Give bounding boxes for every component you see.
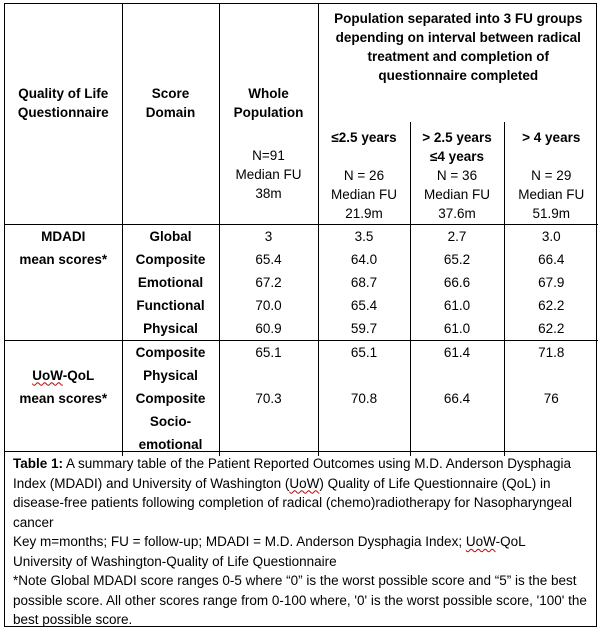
uow-value: 70.3	[255, 390, 282, 406]
mdadi-value: 62.2	[538, 297, 565, 313]
uow-group-1-values	[318, 340, 410, 456]
uow-domain-composite-socio-emotional: Composite Socio-emotional	[135, 390, 206, 452]
group-2-label: > 2.5 years ≤4 years	[422, 130, 492, 164]
whole-population-stats	[219, 122, 318, 224]
uow-value: 61.4	[443, 344, 471, 360]
mdadi-value: 64.0	[350, 251, 378, 267]
group-2-median-label: Median FU	[423, 187, 491, 202]
mdadi-value: 68.7	[350, 274, 378, 290]
outcomes-table	[5, 4, 598, 456]
uow-label-line2: mean scores*	[19, 390, 108, 406]
caption-note: *Note Global MDADI score ranges 0-5 where “0” is the worst possible score and “5” is the best possible score. All other scores range from 0-100 where, '0' is the worst possible score, '100' the best possible score.	[13, 573, 587, 627]
mdadi-label	[5, 224, 122, 340]
caption-key	[13, 532, 588, 571]
whole-n: N=91	[252, 148, 285, 163]
caption-key-uow: UoW	[465, 534, 496, 549]
mdadi-domain-physical: Physical	[143, 320, 198, 336]
uow-value: 66.4	[443, 390, 471, 406]
mdadi-value: 59.7	[350, 320, 378, 336]
mdadi-value: 3.5	[354, 228, 374, 244]
caption-key-b: -QoL University of Washington-Quality of Life Questionnaire	[13, 534, 526, 569]
uow-label-abbr: UoW	[32, 367, 63, 383]
caption-key-a: Key m=months; FU = follow-up; MDADI = M.D. Anderson Dysphagia Index;	[13, 534, 466, 549]
uow-domains	[122, 340, 219, 456]
caption-uow: UoW	[289, 475, 320, 491]
caption-summary	[13, 454, 588, 532]
mdadi-value: 67.9	[538, 274, 565, 290]
mdadi-value: 62.2	[538, 320, 565, 336]
mdadi-value: 66.6	[443, 274, 471, 290]
mdadi-value: 65.4	[255, 251, 282, 267]
mdadi-group-1-values	[318, 224, 410, 340]
group-1-n: N = 26	[343, 168, 385, 183]
group-2-n: N = 36	[436, 168, 478, 183]
mdadi-value: 61.0	[443, 297, 471, 313]
col-header-domain: Score Domain	[122, 4, 219, 224]
col-header-whole: Whole Population	[219, 4, 318, 122]
group-2-header	[410, 122, 504, 224]
mdadi-value: 65.4	[350, 297, 378, 313]
mdadi-value: 3	[264, 228, 273, 244]
uow-value: 65.1	[350, 344, 378, 360]
mdadi-label-line2: mean scores*	[19, 251, 108, 267]
mdadi-group-2-values	[410, 224, 504, 340]
group-3-median: 51.9m	[532, 206, 571, 221]
group-1-label: ≤2.5 years	[331, 130, 397, 145]
group-1-median: 21.9m	[345, 206, 383, 221]
uow-value: 65.1	[255, 344, 282, 360]
group-3-label: > 4 years	[522, 130, 581, 145]
group-1-header	[318, 122, 410, 224]
mdadi-value: 2.7	[447, 228, 467, 244]
group-3-n: N = 29	[531, 168, 572, 183]
col-header-questionnaire: Quality of Life Questionnaire	[5, 4, 122, 224]
caption-title: Table 1:	[13, 456, 64, 471]
uow-whole-values	[219, 340, 318, 456]
uow-group-3-values	[504, 340, 598, 456]
table-caption	[5, 451, 596, 632]
results-table-figure	[4, 3, 597, 627]
uow-value: 70.8	[350, 390, 378, 406]
group-1-median-label: Median FU	[330, 187, 398, 202]
uow-label-suffix: -QoL	[62, 367, 95, 383]
mdadi-domain-emotional: Emotional	[137, 274, 204, 290]
uow-group-2-values	[410, 340, 504, 456]
mdadi-domains	[122, 224, 219, 340]
group-3-header	[504, 122, 598, 224]
uow-value: 76	[543, 390, 559, 406]
mdadi-domain-global: Global	[149, 228, 192, 244]
uow-value: 71.8	[538, 344, 565, 360]
mdadi-domain-composite: Composite	[135, 251, 206, 267]
mdadi-value: 67.2	[255, 274, 282, 290]
mdadi-domain-functional: Functional	[136, 297, 205, 313]
mdadi-value: 61.0	[443, 320, 471, 336]
uow-label	[5, 340, 122, 456]
caption-text-a: A summary table of the Patient Reported Outcomes using M.D. Anderson Dysphagia Index (MDADI) and University of Washington (	[13, 456, 572, 491]
group-3-median-label: Median FU	[518, 187, 585, 202]
whole-median-label: Median FU	[235, 167, 302, 182]
uow-domain-composite-physical: Composite Physical	[135, 344, 206, 383]
mdadi-value: 3.0	[541, 228, 561, 244]
mdadi-value: 60.9	[255, 320, 282, 336]
mdadi-whole-values	[219, 224, 318, 340]
mdadi-value: 66.4	[538, 251, 565, 267]
mdadi-value: 65.2	[443, 251, 471, 267]
whole-median: 38m	[255, 186, 282, 201]
mdadi-value: 70.0	[255, 297, 282, 313]
col-header-fu-groups: Population separated into 3 FU groups depending on interval between radical treatment and completion of questionnaire completed	[334, 11, 583, 83]
group-2-median: 37.6m	[438, 206, 476, 221]
mdadi-label-line1: MDADI	[41, 228, 86, 244]
mdadi-group-3-values	[504, 224, 598, 340]
caption-text-b: ) Quality of Life Questionnaire (QoL) in disease-free patients following completion of radical (chemo)radiotherapy for Nasopharyngeal cancer	[13, 475, 573, 530]
